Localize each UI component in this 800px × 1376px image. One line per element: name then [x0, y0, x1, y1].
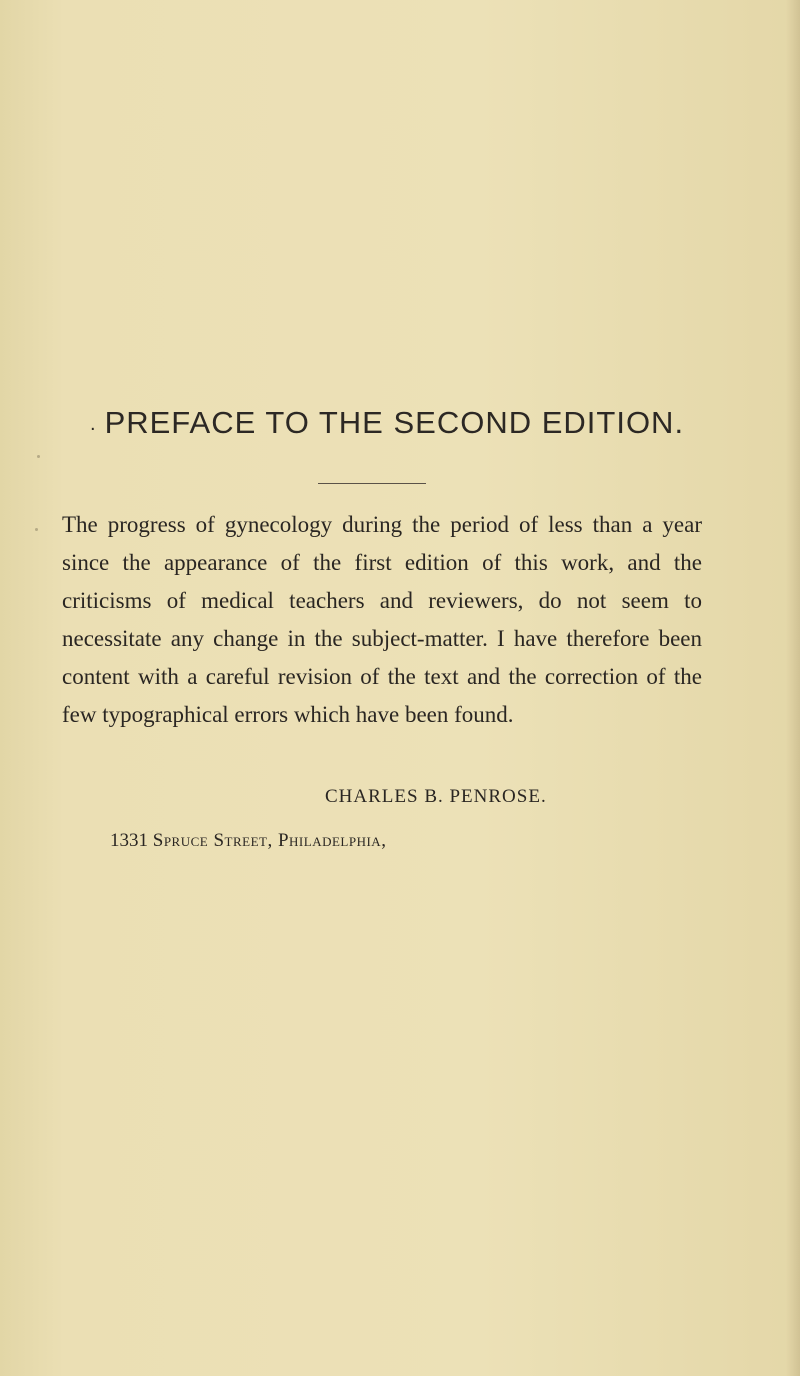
address-number: 1331 — [110, 830, 148, 851]
author-address — [110, 830, 386, 852]
title-text: PREFACE TO THE SECOND EDITION. — [104, 405, 685, 440]
preface-paragraph: The progress of gynecology during the period of less than a year since the appearance of the first edition of this work, and the criticisms of medical teachers and reviewers, do not seem to necessitate any change in the subject-matter. I have therefore been content with a careful revision of the text and the correction of the few typographical errors which have been found. — [62, 512, 702, 727]
page-title — [90, 405, 770, 441]
title-divider — [318, 483, 426, 484]
stray-ink-mark — [37, 455, 40, 458]
preface-body — [62, 506, 702, 734]
stray-ink-mark — [35, 528, 38, 531]
title-leading-mark: . — [90, 413, 97, 436]
address-place: Spruce Street, Philadelphia, — [152, 830, 387, 851]
author-signature: CHARLES B. PENROSE. — [325, 786, 547, 807]
page-edge-shadow — [786, 0, 800, 1376]
